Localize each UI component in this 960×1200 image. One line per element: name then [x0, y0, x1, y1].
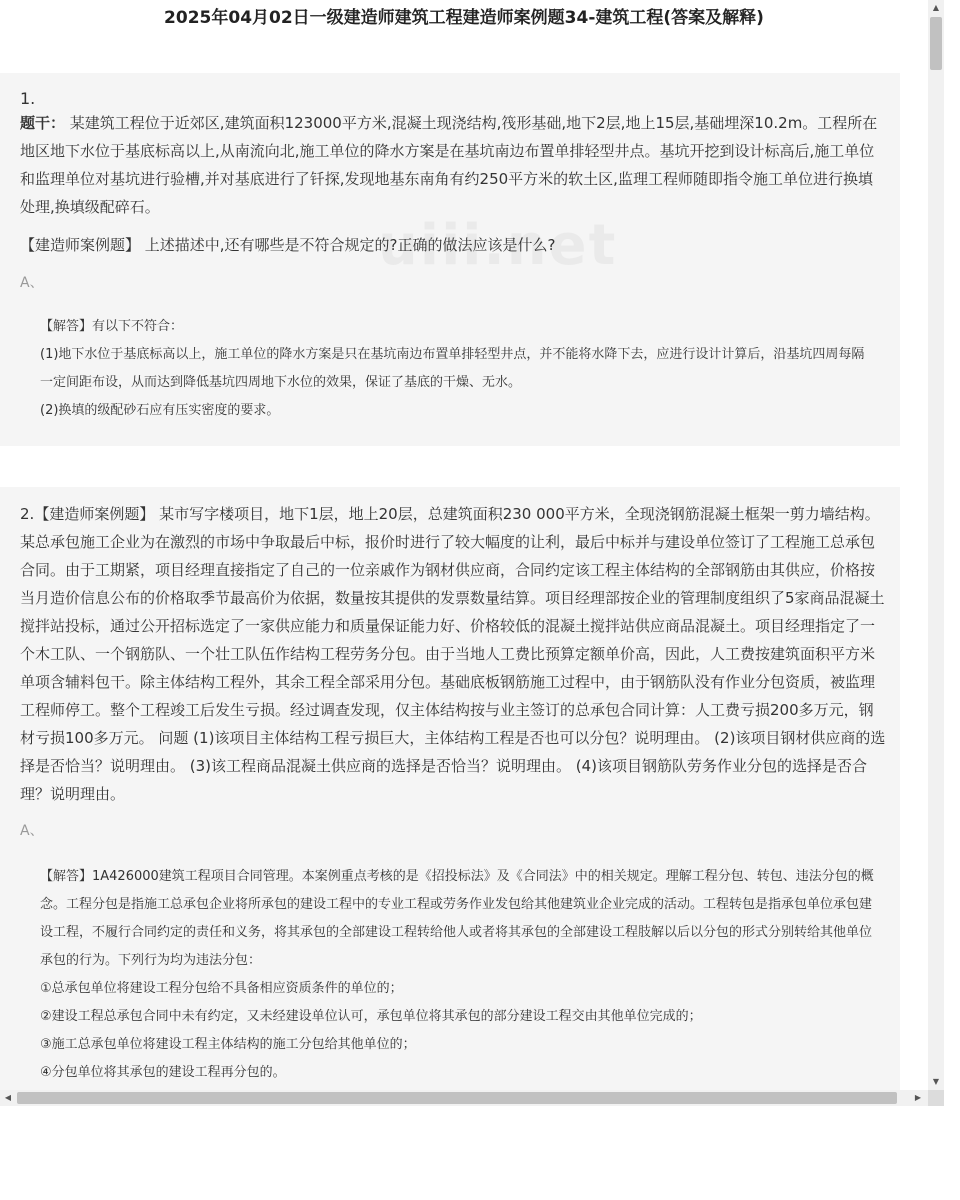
horizontal-scrollbar[interactable]	[0, 1090, 928, 1106]
question-prompt: 【建造师案例题】 上述描述中,还有哪些是不符合规定的?正确的做法应该是什么?	[20, 236, 556, 254]
answer-line: (2)换填的级配砂石应有压实密度的要求。	[40, 403, 280, 418]
answer-line: 【解答】1A426000建筑工程项目合同管理。本案例重点考核的是《招投标法》及《合同法》中的相关规定。理解工程分包、转包、违法分包的概念。工程分包是指施工总承包企业将所承包的建设工程中的专业工程或劳务作业发包给其他建筑业企业完成的活动。工程转包是指承包单位承包建设工程，不履行合同约定的责任和义务，将其承包的全部建设工程转给他人或者将其承包的全部建设工程肢解以后以分包的形式分别转给其他单位承包的行为。下列行为均为违法分包：	[40, 869, 874, 968]
question-stem	[20, 109, 886, 221]
scrollbar-corner	[928, 1090, 944, 1106]
scroll-down-arrow-icon[interactable]: ▼	[932, 1077, 940, 1086]
horizontal-scroll-thumb[interactable]	[17, 1092, 897, 1104]
scroll-up-arrow-icon[interactable]: ▲	[932, 3, 940, 12]
answer-line: ④分包单位将其承包的建设工程再分包的。	[40, 1065, 286, 1080]
question-number: 2.	[20, 505, 35, 523]
scroll-left-arrow-icon[interactable]: ◀	[4, 1093, 12, 1102]
question-card-2	[0, 487, 900, 1090]
vertical-scrollbar[interactable]	[928, 0, 944, 1090]
scroll-right-arrow-icon[interactable]: ▶	[914, 1093, 922, 1102]
answer-explanation	[40, 863, 876, 1087]
question-number: 1.	[20, 89, 36, 108]
answer-explanation	[40, 313, 876, 425]
question-card-1	[0, 73, 900, 446]
question-body: 【建造师案例题】 某市写字楼项目，地下1层，地上20层，总建筑面积230 000平方米，全现浇钢筋混凝土框架一剪力墙结构。某总承包施工企业为在激烈的市场中争取最后中标，报价时进行了较大幅度的让利，最后中标并与建设单位签订了工程施工总承包合同。由于工期紧，项目经理直接指定了自己的一位亲戚作为钢材供应商，合同约定该工程主体结构的全部钢筋由其供应，价格按当月造价信息公布的价格取季节最高价为依据，数量按其提供的发票数量结算。项目经理部按企业的管理制度组织了5家商品混凝土搅拌站投标，通过公开招标选定了一家供应能力和质量保证能力好、价格较低的混凝土搅拌站供应商品混凝土。项目经理指定了一个木工队、一个钢筋队、一个壮工队伍作结构工程劳务分包。由于当地人工费比预算定额单价高，因此，人工费按建筑面积平方米单项含辅料包干。除主体结构工程外，其余工程全部采用分包。基础底板钢筋施工过程中，由于钢筋队没有作业分包资质，被监理工程师停工。整个工程竣工后发生亏损。经过调查发现，仅主体结构按与业主签订的总承包合同计算：人工费亏损200多万元，钢材亏损100多万元。 问题 (1)该项目主体结构工程亏损巨大，主体结构工程是否也可以分包？说明理由。 (2)该项目钢材供应商的选择是否恰当？说明理由。 (3)该工程商品混凝土供应商的选择是否恰当？说明理由。 (4)该项目钢筋队劳务作业分包的选择是否合理？说明理由。	[20, 505, 886, 803]
answer-line: ③施工总承包单位将建设工程主体结构的施工分包给其他单位的；	[40, 1037, 416, 1052]
answer-line: (1)地下水位于基底标高以上，施工单位的降水方案是只在基坑南边布置单排轻型井点，并不能将水降下去，应进行设计计算后，沿基坑四周每隔一定间距布设，从而达到降低基坑四周地下水位的效果，保证了基底的干燥、无水。	[40, 347, 865, 390]
stem-label: 题干：	[20, 114, 66, 132]
stem-text: 某建筑工程位于近郊区,建筑面积123000平方米,混凝土现浇结构,筏形基础,地下2层,地上15层,基础埋深10.2m。工程所在地区地下水位于基底标高以上,从南流向北,施工单位的降水方案是在基坑南边布置单排轻型井点。基坑开挖到设计标高后,施工单位和监理单位对基坑进行验槽,并对基底进行了钎探,发现地基东南角有约250平方米的软土区,监理工程师随即指令施工单位进行换填处理,换填级配碎石。	[20, 114, 878, 216]
question-text	[20, 500, 886, 808]
answer-line: 【解答】有以下不符合：	[40, 319, 184, 334]
vertical-scroll-thumb[interactable]	[930, 17, 942, 70]
option-a[interactable]: A、	[20, 275, 44, 291]
option-a[interactable]: A、	[20, 823, 44, 839]
answer-line: ①总承包单位将建设工程分包给不具备相应资质条件的单位的；	[40, 981, 403, 996]
answer-line: ②建设工程总承包合同中未有约定，又未经建设单位认可，承包单位将其承包的部分建设工程交由其他单位完成的；	[40, 1009, 702, 1024]
page-title: 2025年04月02日一级建造师建筑工程建造师案例题34-建筑工程(答案及解释)	[164, 8, 764, 28]
